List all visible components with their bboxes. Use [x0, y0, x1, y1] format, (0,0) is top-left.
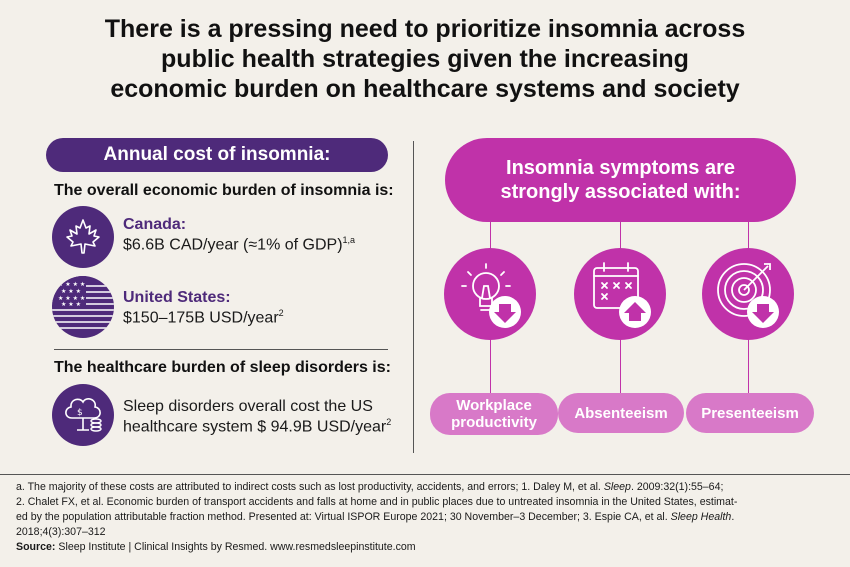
us-ref: 2: [278, 308, 284, 318]
workplace-line-1: Workplace: [456, 397, 532, 414]
svg-text:★ ★ ★: ★ ★ ★: [61, 301, 81, 308]
healthcare-line-1: Sleep disorders overall cost the US: [123, 398, 373, 415]
money-tree-icon: [52, 384, 114, 446]
absenteeism-pill: Absenteeism: [558, 393, 684, 433]
lightbulb-down-arrow-icon: [444, 248, 536, 340]
left-divider: [54, 349, 388, 350]
canada-label: Canada:: [123, 216, 187, 233]
symptoms-header: [445, 138, 796, 222]
calendar-up-arrow-icon: [574, 248, 666, 340]
healthcare-line-2: healthcare system $ 94.9B USD/year$^2$: [123, 417, 392, 436]
canada-value: $6.6B CAD/year (≈1% of GDP)$^{1,a}$: [123, 235, 356, 254]
annual-cost-header: Annual cost of insomnia:: [46, 138, 388, 172]
title-line-2: public health strategies given the increasing: [161, 45, 689, 73]
us-label: United States:: [123, 289, 231, 306]
workplace-productivity-pill: [430, 393, 558, 435]
source-line: Source: Sleep Institute | Clinical Insights by Resmed. www.resmedsleepinstitute.com: [16, 541, 416, 553]
svg-text:$: $: [77, 408, 83, 418]
title-line-1: There is a pressing need to prioritize insomnia across: [104, 15, 746, 43]
svg-text:★ ★ ★ ★: ★ ★ ★ ★: [58, 295, 86, 302]
target-down-arrow-icon: [702, 248, 794, 340]
symptoms-header-line-1: Insomnia symptoms are: [506, 157, 735, 179]
svg-text:★ ★ ★ ★: ★ ★ ★ ★: [58, 281, 86, 288]
canada-ref: 1,a: [342, 235, 356, 245]
us-flag-icon: [52, 276, 114, 338]
economic-burden-heading: The overall economic burden of insomnia is:: [54, 182, 394, 199]
us-value: $150–175B USD/year$^2$: [123, 308, 284, 327]
maple-leaf-icon: [52, 206, 114, 268]
healthcare-burden-heading: The healthcare burden of sleep disorders is:: [54, 359, 391, 376]
workplace-line-2: productivity: [451, 414, 537, 431]
page-title: [0, 14, 850, 104]
healthcare-ref: 2: [386, 417, 392, 427]
symptoms-header-line-2: strongly associated with:: [500, 181, 741, 203]
presenteeism-pill: Presenteeism: [686, 393, 814, 433]
center-divider: [413, 141, 414, 453]
title-line-3: economic burden on healthcare systems and society: [110, 75, 740, 103]
footer-divider: [0, 474, 850, 475]
footnotes: a. The majority of these costs are attributed to indirect costs such as lost productivity, accidents, and errors; 1. Daley M, et al. Sleep. 2009:32(1):55–64; 2. Chalet FX, et al. Economic burden of transport accidents and falls at home and in public places due to untreated insomnia in the United States, estimat- ed by the population attributable fraction method. Presented at: Virtual ISPOR Europe 2021; 30 November–3 December; 3. Espie CA, et al. Sleep Health. 2018;4(3):307–312: [16, 481, 738, 538]
svg-text:★ ★ ★: ★ ★ ★: [61, 288, 81, 295]
